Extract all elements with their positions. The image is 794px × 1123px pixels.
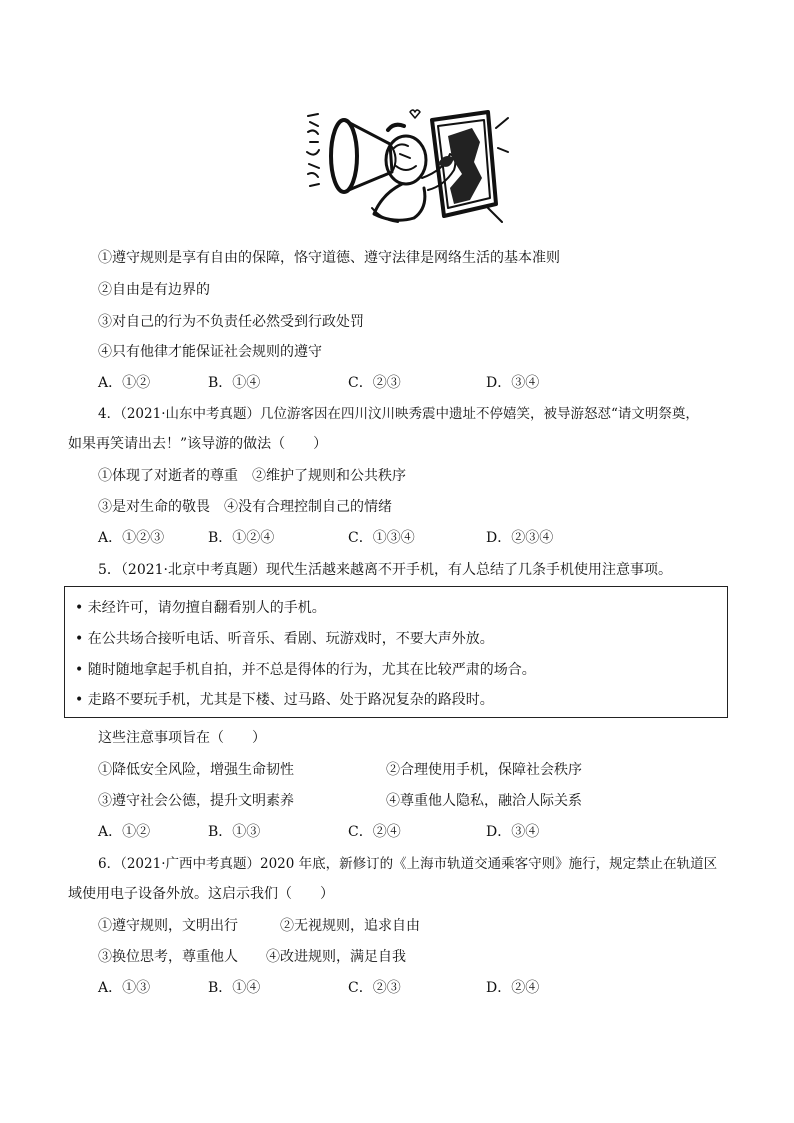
megaphone-shouting-cartoon bbox=[302, 108, 510, 230]
q5-statement-4: ④尊重他人隐私，融洽人际关系 bbox=[386, 793, 582, 809]
q5-option-a[interactable]: A．①② bbox=[98, 824, 151, 840]
q4-option-d[interactable]: D．②③④ bbox=[486, 530, 554, 546]
q3-option-a[interactable]: A．①② bbox=[98, 375, 151, 391]
q6-option-c[interactable]: C．②③ bbox=[348, 980, 401, 996]
q3-options bbox=[98, 374, 698, 392]
q3-statement-3: ③对自己的行为不负责任必然受到行政处罚 bbox=[98, 314, 364, 330]
q6-statement-2: ③换位思考，尊重他人 ④改进规则，满足自我 bbox=[98, 949, 406, 965]
q6-option-d[interactable]: D．②④ bbox=[486, 980, 540, 996]
q4-option-c[interactable]: C．①③④ bbox=[348, 530, 415, 546]
q3-option-c[interactable]: C．②③ bbox=[348, 375, 401, 391]
q6-option-b[interactable]: B．①④ bbox=[208, 980, 261, 996]
q4-stem-line-1: 4．（2021·山东中考真题）几位游客因在四川汶川映秀震中遗址不停嬉笑，被导游怒怼“请文明祭奠， bbox=[98, 406, 699, 422]
q4-option-a[interactable]: A．①②③ bbox=[98, 530, 165, 546]
q4-option-b[interactable]: B．①②④ bbox=[208, 530, 275, 546]
q6-stem-line-2: 域使用电子设备外放。这启示我们（ ） bbox=[68, 886, 334, 902]
q3-option-d[interactable]: D．③④ bbox=[486, 375, 540, 391]
q5-statement-1: ①降低安全风险，增强生命韧性 bbox=[98, 762, 294, 778]
q6-statement-1: ①遵守规则，文明出行 ②无视规则，追求自由 bbox=[98, 918, 420, 934]
q6-options bbox=[98, 979, 698, 997]
q5-ask: 这些注意事项旨在（ ） bbox=[98, 730, 266, 746]
q4-statement-1: ①体现了对逝者的尊重 ②维护了规则和公共秩序 bbox=[98, 468, 406, 484]
q5-option-c[interactable]: C．②④ bbox=[348, 824, 401, 840]
q4-options bbox=[98, 529, 698, 547]
q4-statement-2: ③是对生命的敬畏 ④没有合理控制自己的情绪 bbox=[98, 499, 392, 515]
q5-stem: 5．（2021·北京中考真题）现代生活越来越离不开手机，有人总结了几条手机使用注意事项。 bbox=[98, 562, 672, 578]
q5-options bbox=[98, 823, 698, 841]
q5-tips-box bbox=[64, 586, 728, 718]
q6-stem-line-1: 6．（2021·广西中考真题）2020 年底，新修订的《上海市轨道交通乘客守则》施行，规定禁止在轨道区 bbox=[98, 856, 718, 872]
q6-option-a[interactable]: A．①③ bbox=[98, 980, 151, 996]
q5-statement-2: ②合理使用手机，保障社会秩序 bbox=[386, 762, 582, 778]
q5-tip-2: • 在公共场合接听电话、听音乐、看剧、玩游戏时，不要大声外放。 bbox=[75, 631, 494, 647]
q5-option-b[interactable]: B．①③ bbox=[208, 824, 261, 840]
q5-option-d[interactable]: D．③④ bbox=[486, 824, 540, 840]
q3-statement-4: ④只有他律才能保证社会规则的遵守 bbox=[98, 344, 322, 360]
q5-tip-1: • 未经许可，请勿擅自翻看别人的手机。 bbox=[75, 600, 326, 616]
q3-statement-2: ②自由是有边界的 bbox=[98, 282, 210, 298]
q5-statement-3: ③遵守社会公德，提升文明素养 bbox=[98, 793, 294, 809]
q3-statement-1: ①遵守规则是享有自由的保障，恪守道德、遵守法律是网络生活的基本准则 bbox=[98, 250, 560, 266]
q3-option-b[interactable]: B．①④ bbox=[208, 375, 261, 391]
q5-tip-3: • 随时随地拿起手机自拍，并不总是得体的行为，尤其在比较严肃的场合。 bbox=[75, 662, 536, 678]
q4-stem-line-2: 如果再笑请出去！”该导游的做法（ ） bbox=[68, 436, 328, 452]
cartoon-drawing bbox=[302, 108, 510, 230]
q5-tip-4: • 走路不要玩手机，尤其是下楼、过马路、处于路况复杂的路段时。 bbox=[75, 692, 494, 708]
